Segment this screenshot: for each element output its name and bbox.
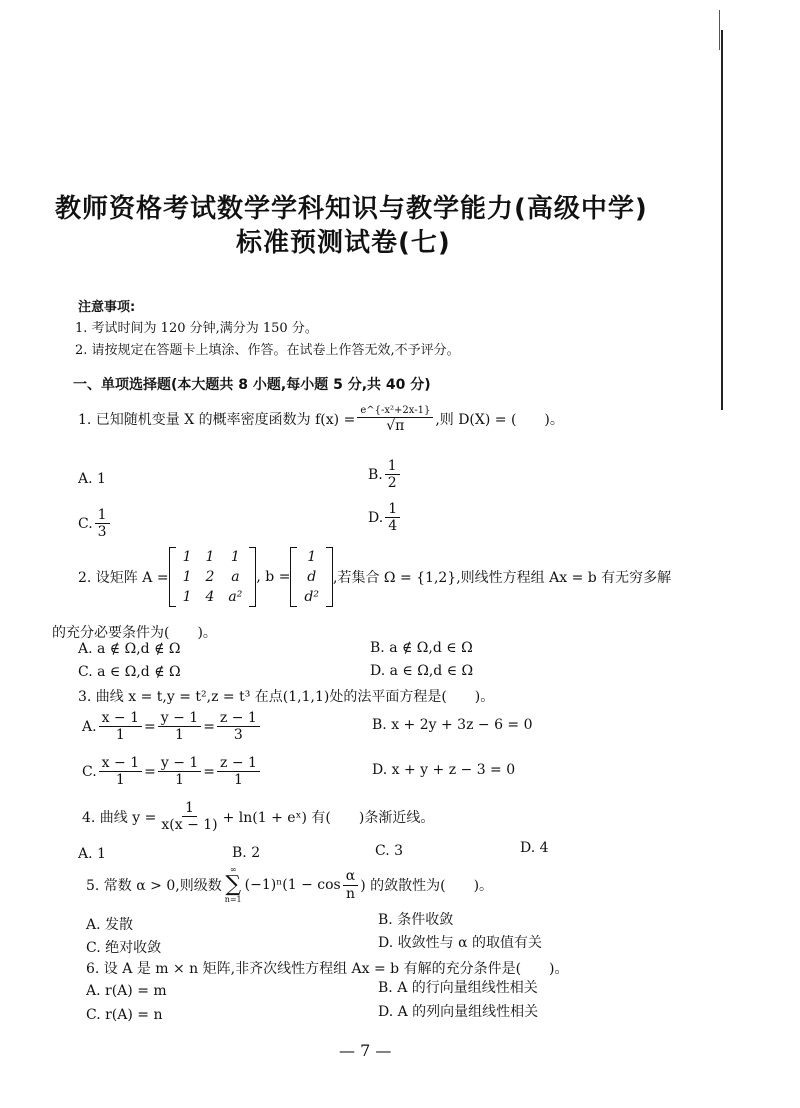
q3-c-num: z − 1: [217, 755, 260, 772]
q2-stem-mid: , b =: [256, 569, 291, 585]
q2-option-c: C. a ∈ Ω,d ∉ Ω: [78, 664, 181, 680]
q3-a-num: x − 1: [99, 710, 142, 727]
vector-b-cell: d: [307, 569, 317, 585]
matrix-a-cell: 1: [205, 549, 215, 565]
q1-option-c-num: 1: [95, 507, 110, 524]
q2-stem-continued: 的充分必要条件为( )。: [52, 625, 217, 641]
scan-edge-mark: [719, 10, 720, 50]
matrix-a-cell: a: [231, 569, 240, 585]
q5-option-b: B. 条件收敛: [378, 912, 454, 928]
notice-heading: 注意事项:: [78, 300, 136, 315]
q6-option-d: D. A 的列向量组线性相关: [378, 1004, 539, 1020]
q1-option-c-den: 3: [97, 524, 107, 541]
q5-sum-lower: n=1: [224, 895, 242, 904]
matrix-a-cell: 1: [182, 549, 192, 565]
q6-option-a: A. r(A) = m: [86, 983, 167, 999]
sigma-icon: ∑: [225, 872, 242, 897]
q4-stem-pre: 4. 曲线 y =: [82, 809, 157, 826]
q4-fraction-num: 1: [182, 800, 197, 817]
q4-stem-post: + ln(1 + eˣ) 有( )条渐近线。: [222, 809, 435, 826]
q4-fraction: [158, 800, 220, 833]
paper-title: 教师资格考试数学学科知识与教学能力(高级中学): [55, 194, 648, 224]
q1-density-fraction: [357, 405, 433, 434]
matrix-a-cell: 4: [205, 589, 215, 605]
question-2: [78, 547, 671, 607]
q3-c-num: x − 1: [99, 755, 142, 772]
matrix-a-cell: 1: [230, 549, 240, 565]
question-5: [86, 866, 493, 904]
q2-stem-post: ,若集合 Ω = {1,2},则线性方程组 Ax = b 有无穷多解: [333, 570, 672, 586]
q3-c-den: 1: [234, 772, 243, 789]
q1-option-b: [368, 458, 402, 491]
q5-option-c: C. 绝对收敛: [86, 940, 162, 956]
q1-stem-post: ,则 D(X) = ( )。: [435, 412, 564, 429]
q4-option-a: A. 1: [78, 846, 106, 862]
question-4: [82, 800, 434, 833]
q1-option-d: [368, 501, 402, 534]
matrix-a-cell: 2: [205, 569, 215, 585]
q5-fraction: [343, 868, 358, 901]
q2-option-d: D. a ∈ Ω,d ∈ Ω: [370, 663, 474, 679]
matrix-a-cell: 1: [182, 589, 192, 605]
q1-option-b-num: 1: [385, 458, 400, 475]
q4-option-c: C. 3: [375, 843, 404, 859]
q6-option-c: C. r(A) = n: [86, 1007, 163, 1023]
q4-fraction-den: x(x − 1): [161, 817, 218, 834]
q6-option-b: B. A 的行向量组线性相关: [378, 980, 538, 996]
q3-option-b: B. x + 2y + 3z − 6 = 0: [372, 717, 533, 733]
page-number: — 7 —: [339, 1041, 392, 1060]
q2-stem-pre: 2. 设矩阵 A =: [78, 570, 169, 586]
q3-option-d: D. x + y + z − 3 = 0: [372, 762, 516, 778]
q1-fraction-numerator: e^{-x²+2x-1}: [357, 405, 433, 418]
paper-subtitle: 标准预测试卷(七): [236, 228, 451, 258]
scan-edge-line: [721, 30, 723, 410]
q3-option-c: C. $\frac{x - 1}{1}$ = $\frac{y - 1}{1}$ = $\frac{z - 1}{1}$: [82, 755, 262, 788]
q1-option-d-label: D.: [368, 509, 384, 526]
q5-summation: [225, 866, 242, 904]
q5-body-pre: (−1)ⁿ(1 − cos: [244, 877, 341, 893]
q3-option-a: A. $\frac{x - 1}{1}$ = $\frac{y - 1}{1}$ = $\frac{z - 1}{3}$: [82, 710, 262, 743]
q3-c-den: 1: [175, 772, 185, 789]
vector-b-cell: d²: [304, 589, 319, 605]
q1-option-c-label: C.: [78, 515, 93, 532]
q3-a-num: y − 1: [158, 710, 201, 727]
q3-c-den: 1: [115, 772, 125, 789]
q5-option-a: A. 发散: [86, 917, 134, 933]
q2-vector-b: [290, 547, 333, 607]
q5-sum-upper: ∞: [229, 865, 237, 874]
vector-b-cell: 1: [307, 549, 317, 565]
matrix-a-cell: 1: [182, 569, 192, 585]
q1-option-c: [78, 507, 112, 540]
q1-fraction-denominator: √π: [386, 417, 405, 434]
q1-option-b-den: 2: [387, 475, 397, 492]
matrix-a-cell: a²: [228, 589, 243, 605]
q4-option-b: B. 2: [232, 845, 261, 861]
q2-matrix-a: [169, 547, 257, 607]
q1-option-b-label: B.: [368, 466, 383, 483]
q3-a-den: 1: [175, 727, 184, 744]
q5-stem-pre: 5. 常数 α > 0,则级数: [86, 878, 222, 894]
q3-a-den: 1: [115, 727, 125, 744]
q5-option-d: D. 收敛性与 α 的取值有关: [378, 935, 542, 951]
q2-option-a: A. a ∉ Ω,d ∉ Ω: [78, 641, 181, 657]
section-heading: 一、单项选择题(本大题共 8 小题,每小题 5 分,共 40 分): [73, 377, 431, 393]
q5-stem-post: ) 的敛散性为( )。: [360, 878, 494, 894]
question-3: 3. 曲线 x = t,y = t²,z = t³ 在点(1,1,1)处的法平面方程是( )。: [78, 689, 495, 705]
notice-item-1: 1. 考试时间为 120 分钟,满分为 150 分。: [75, 321, 318, 336]
question-6: 6. 设 A 是 m × n 矩阵,非齐次线性方程组 Ax = b 有解的充分条件是( )。: [86, 961, 569, 977]
q4-option-d: D. 4: [520, 840, 549, 856]
q1-stem-pre: 1. 已知随机变量 X 的概率密度函数为 f(x) =: [78, 412, 356, 429]
q5-fraction-den: n: [345, 885, 355, 902]
q3-option-c-label: C.: [82, 763, 97, 780]
q3-option-a-label: A.: [82, 718, 97, 735]
q3-a-num: z − 1: [217, 710, 260, 727]
q1-option-d-den: 4: [388, 518, 398, 535]
q1-option-a: A. 1: [78, 471, 106, 487]
q2-option-b: B. a ∉ Ω,d ∈ Ω: [370, 640, 473, 656]
notice-item-2: 2. 请按规定在答题卡上填涂、作答。在试卷上作答无效,不予评分。: [75, 343, 460, 358]
q3-c-num: y − 1: [158, 755, 201, 772]
question-1: [78, 405, 564, 434]
q3-a-den: 3: [233, 727, 243, 744]
q5-fraction-num: α: [343, 868, 358, 885]
q1-option-d-num: 1: [385, 501, 400, 518]
